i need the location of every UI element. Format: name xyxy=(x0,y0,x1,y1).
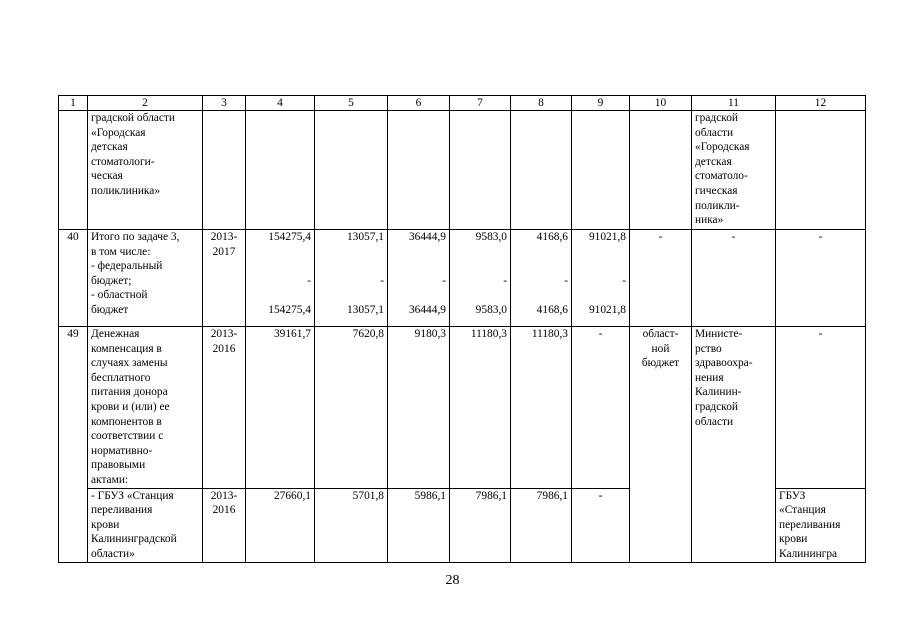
page-number: 28 xyxy=(445,573,460,588)
cell-description: Итого по задаче 3, в том числе: - федеральный бюджет; - областной бюджет xyxy=(88,230,203,327)
cell-responsible: - xyxy=(692,230,776,327)
cell-recipient: - xyxy=(776,230,866,327)
cell-total: 27660,1 xyxy=(246,488,315,562)
cell-year-2016: 11180,3 xyxy=(511,327,572,489)
cell-year-2014: 36444,9 - 36444,9 xyxy=(388,230,450,327)
program-table xyxy=(58,95,866,563)
table-row-40 xyxy=(59,230,866,327)
cell-number: 49 xyxy=(59,327,88,563)
cell-period: 2013- 2016 xyxy=(203,488,246,562)
header-cell: 7 xyxy=(450,96,511,111)
header-cell: 6 xyxy=(388,96,450,111)
cell-year-2017: - xyxy=(572,327,630,489)
header-cell: 2 xyxy=(88,96,203,111)
cell-recipient xyxy=(776,111,866,230)
cell-description: - ГБУЗ «Станция переливания крови Калининградской области» xyxy=(88,488,203,562)
cell-year-2015: 11180,3 xyxy=(450,327,511,489)
header-cell: 10 xyxy=(630,96,692,111)
cell-year-2017: 91021,8 - 91021,8 xyxy=(572,230,630,327)
cell-year-2014: 5986,1 xyxy=(388,488,450,562)
cell-number xyxy=(59,111,88,230)
cell-source: област- ной бюджет xyxy=(630,327,692,563)
cell-total: 154275,4 - 154275,4 xyxy=(246,230,315,327)
cell-year-2013: 13057,1 - 13057,1 xyxy=(315,230,388,327)
header-cell: 8 xyxy=(511,96,572,111)
cell-year-2017: - xyxy=(572,488,630,562)
header-cell: 9 xyxy=(572,96,630,111)
cell-period: 2013- 2017 xyxy=(203,230,246,327)
cell-source xyxy=(630,111,692,230)
table-row-continuation xyxy=(59,111,866,230)
cell-year-2015: 7986,1 xyxy=(450,488,511,562)
cell-recipient: ГБУЗ «Станция переливания крови Калинингра xyxy=(776,488,866,562)
cell-period xyxy=(203,111,246,230)
cell-year-2013: 5701,8 xyxy=(315,488,388,562)
cell-year-2016: 4168,6 - 4168,6 xyxy=(511,230,572,327)
header-cell: 5 xyxy=(315,96,388,111)
cell-year-2013 xyxy=(315,111,388,230)
cell-year-2013: 7620,8 xyxy=(315,327,388,489)
cell-year-2014: 9180,3 xyxy=(388,327,450,489)
cell-total xyxy=(246,111,315,230)
cell-total: 39161,7 xyxy=(246,327,315,489)
table-row-49 xyxy=(59,327,866,489)
header-cell: 11 xyxy=(692,96,776,111)
cell-description: градской области «Городская детская стоматологи- ческая поликлиника» xyxy=(88,111,203,230)
header-cell: 3 xyxy=(203,96,246,111)
header-cell: 4 xyxy=(246,96,315,111)
cell-year-2014 xyxy=(388,111,450,230)
header-cell: 1 xyxy=(59,96,88,111)
cell-recipient: - xyxy=(776,327,866,489)
cell-year-2016 xyxy=(511,111,572,230)
cell-responsible: Министе- рство здравоохра- нения Калинин- градской области xyxy=(692,327,776,563)
cell-responsible: градской области «Городская детская стоматоло- гическая поликли- ника» xyxy=(692,111,776,230)
cell-period: 2013- 2016 xyxy=(203,327,246,489)
cell-year-2015: 9583,0 - 9583,0 xyxy=(450,230,511,327)
cell-description: Денежная компенсация в случаях замены бесплатного питания донора крови и (или) ее компонентов в соответствии с нормативно- правовыми актами: xyxy=(88,327,203,489)
cell-year-2015 xyxy=(450,111,511,230)
cell-year-2016: 7986,1 xyxy=(511,488,572,562)
cell-source: - xyxy=(630,230,692,327)
table-header-row xyxy=(59,96,866,111)
header-cell: 12 xyxy=(776,96,866,111)
cell-number: 40 xyxy=(59,230,88,327)
cell-year-2017 xyxy=(572,111,630,230)
